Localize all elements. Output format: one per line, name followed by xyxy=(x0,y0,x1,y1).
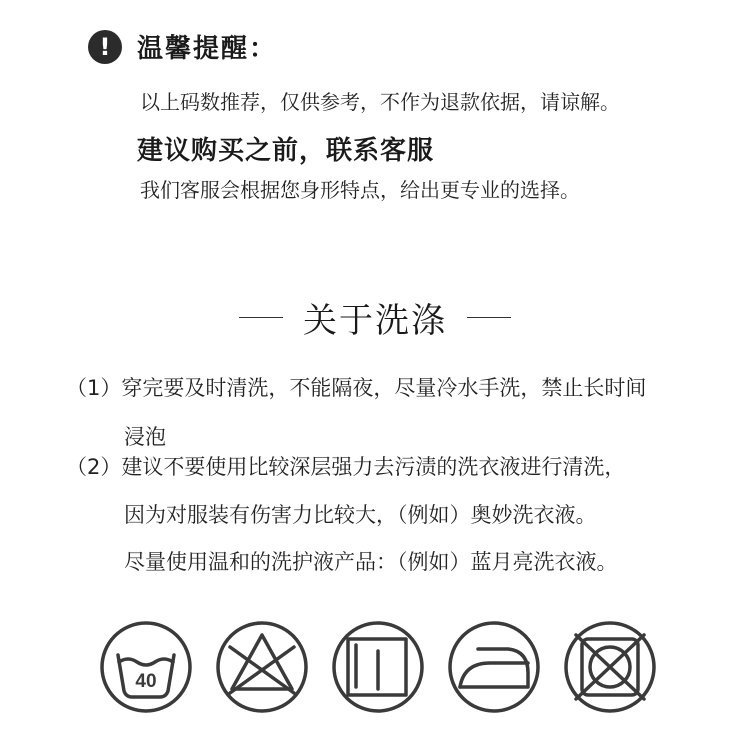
wash-item-1: （1）穿完要及时清洗，不能隔夜，尽量冷水手洗，禁止长时间 xyxy=(66,376,647,400)
contact-service-heading: 建议购买之前，联系客服 xyxy=(137,136,435,166)
iron-icon xyxy=(450,623,538,711)
wash-temp-label: 40 xyxy=(135,671,157,692)
wash-item-2: （2）建议不要使用比较深层强力去污渍的洗衣液进行清洗， xyxy=(66,455,626,479)
service-note: 我们客服会根据您身形特点，给出更专业的选择。 xyxy=(140,178,580,202)
title-rule-right xyxy=(467,317,511,318)
no-tumble-dry-icon xyxy=(566,623,654,711)
notice-title: 温馨提醒： xyxy=(137,34,278,64)
wash-item-3: 尽量使用温和的洗护液产品：（例如）蓝月亮洗衣液。 xyxy=(124,550,618,574)
wash-item-2-cont: 因为对服装有伤害力比较大，（例如）奥妙洗衣液。 xyxy=(124,503,597,527)
washing-title-text: 关于洗涤 xyxy=(303,301,447,341)
wash-item-1-cont: 浸泡 xyxy=(124,425,166,449)
washing-section-title xyxy=(0,293,750,342)
exclamation-circle-icon: ! xyxy=(88,30,122,64)
wash-40-icon xyxy=(102,623,190,711)
line-dry-icon xyxy=(334,623,422,711)
no-bleach-icon xyxy=(218,623,306,711)
size-disclaimer: 以上码数推荐，仅供参考，不作为退款依据，请谅解。 xyxy=(140,90,620,114)
care-icons xyxy=(98,617,658,717)
title-rule-left xyxy=(239,317,283,318)
